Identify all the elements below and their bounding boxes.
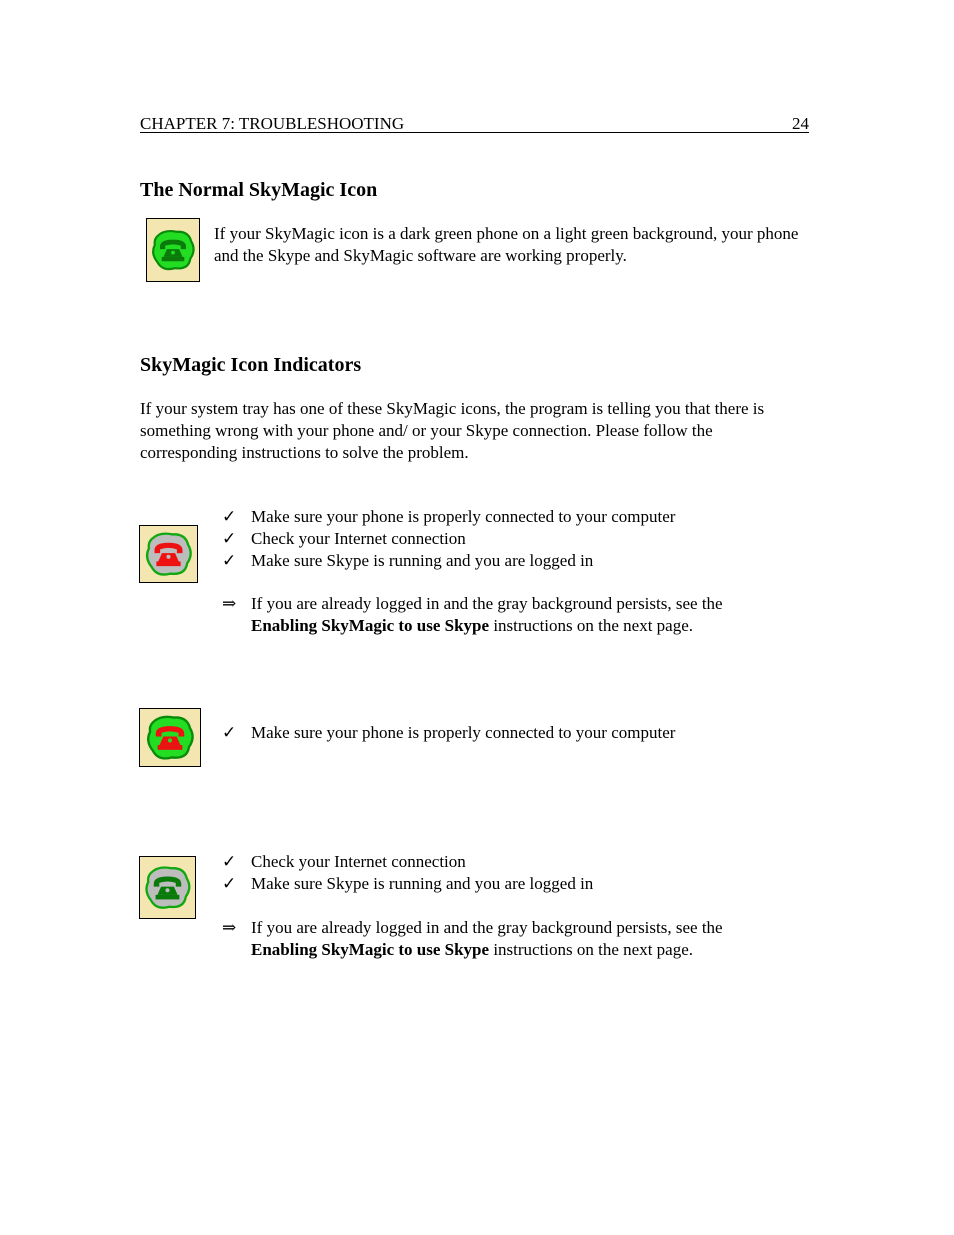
list-item: ✓ Check your Internet connection (222, 852, 466, 871)
indicators-intro: If your system tray has one of these SkyMagic icons, the program is telling you that there is something wrong with your phone and/ or your Skype connection. Please follow the corresponding instructions to solve the problem. (140, 399, 765, 462)
list-item: ✓ Make sure Skype is running and you are logged in (222, 551, 594, 570)
arrow-icon: ⇒ (222, 918, 237, 937)
section-reference: Enabling SkyMagic to use Skype (251, 616, 490, 635)
list-item: ✓ Make sure your phone is properly connected to your computer (222, 723, 676, 742)
indicator1-checklist (222, 506, 812, 572)
list-item: ✓ Make sure Skype is running and you are logged in (222, 874, 594, 893)
indicator3-note (222, 917, 812, 961)
list-item: ⇒ If you are already logged in and the gray background persists, see the Enabling SkyMagic to use Skype instructions on the next page. (222, 594, 723, 635)
section-title-normal-icon: The Normal SkyMagic Icon (140, 179, 378, 201)
arrow-icon: ⇒ (222, 594, 237, 613)
page-number: 24 (792, 114, 809, 133)
checkmark-icon: ✓ (222, 852, 237, 871)
indicator2-checklist (222, 722, 812, 744)
phone-icon-green-red (139, 708, 201, 767)
list-item: ✓ Check your Internet connection (222, 529, 466, 548)
phone-icon-normal (146, 218, 200, 282)
checkmark-icon: ✓ (222, 529, 237, 548)
normal-icon-description: If your SkyMagic icon is a dark green phone on a light green background, your phone and the Skype and SkyMagic software are working properly. (214, 224, 799, 265)
indicator3-checklist (222, 851, 812, 895)
list-item: ⇒ If you are already logged in and the gray background persists, see the Enabling SkyMagic to use Skype instructions on the next page. (222, 918, 723, 959)
running-header (140, 112, 809, 133)
chapter-title: CHAPTER 7: TROUBLESHOOTING (140, 114, 405, 133)
checkmark-icon: ✓ (222, 507, 237, 526)
phone-icon-gray-red (139, 525, 198, 583)
section-title-indicators: SkyMagic Icon Indicators (140, 354, 362, 376)
section-reference: Enabling SkyMagic to use Skype (251, 940, 490, 959)
list-item: ✓ Make sure your phone is properly connected to your computer (222, 507, 676, 526)
checkmark-icon: ✓ (222, 723, 237, 742)
checkmark-icon: ✓ (222, 874, 237, 893)
indicator1-note (222, 593, 812, 637)
phone-icon-gray-green (139, 856, 196, 919)
checkmark-icon: ✓ (222, 551, 237, 570)
